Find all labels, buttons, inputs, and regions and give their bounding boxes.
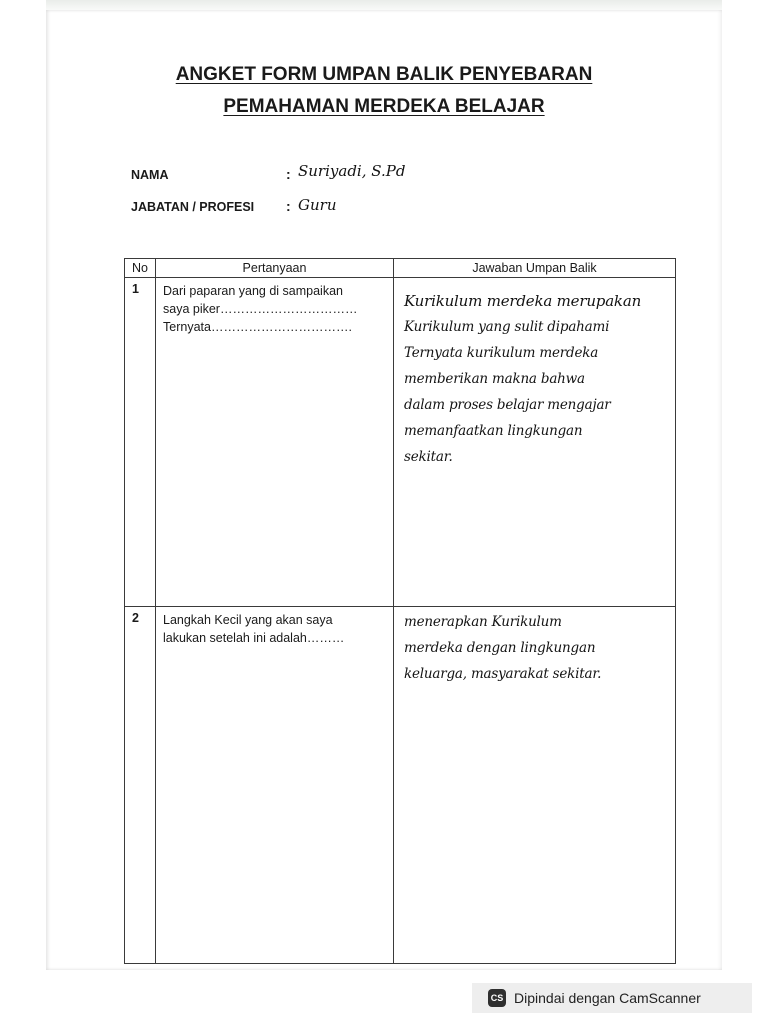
answer-line: Kurikulum yang sulit dipahami [404, 319, 610, 335]
row-number: 2 [125, 607, 156, 964]
answer-line: sekitar. [404, 449, 453, 465]
answer-line: dalam proses belajar mengajar [404, 397, 611, 413]
answer-line: Ternyata kurikulum merdeka [404, 345, 599, 361]
header-answer: Jawaban Umpan Balik [394, 259, 676, 278]
question-line: saya piker…………………………… [163, 302, 358, 316]
position-label: JABATAN / PROFESI [131, 200, 255, 214]
answer-line: merdeka dengan lingkungan [404, 640, 596, 656]
question-line: Langkah Kecil yang akan saya [163, 613, 333, 627]
question-line: Dari paparan yang di sampaikan [163, 284, 343, 298]
form-title-line-2: PEMAHAMAN MERDEKA BELAJAR [223, 96, 545, 117]
name-value-handwritten: Suriyadi, S.Pd [298, 162, 406, 180]
feedback-table [124, 258, 676, 964]
table-header-row [125, 259, 676, 278]
answer-cell-handwritten [394, 278, 676, 607]
answer-line: menerapkan Kurikulum [404, 614, 562, 630]
question-cell [156, 278, 394, 607]
camscanner-watermark [472, 983, 752, 1013]
answer-line: memanfaatkan lingkungan [404, 423, 583, 439]
camscanner-text: Dipindai dengan CamScanner [514, 990, 701, 1006]
question-line: lakukan setelah ini adalah……… [163, 631, 345, 645]
name-colon: : [286, 166, 291, 182]
form-title-line-1: ANGKET FORM UMPAN BALIK PENYEBARAN [175, 64, 593, 85]
name-label: NAMA [131, 168, 169, 182]
header-question: Pertanyaan [156, 259, 394, 278]
header-no: No [125, 259, 156, 278]
answer-line: memberikan makna bahwa [404, 371, 585, 387]
position-value-handwritten: Guru [298, 196, 337, 214]
camscanner-logo-icon: CS [488, 989, 506, 1007]
table-row [125, 607, 676, 964]
row-number: 1 [125, 278, 156, 607]
table-row [125, 278, 676, 607]
question-cell [156, 607, 394, 964]
answer-cell-handwritten [394, 607, 676, 964]
answer-line: Kurikulum merdeka merupakan [404, 292, 642, 310]
answer-line: keluarga, masyarakat sekitar. [404, 666, 602, 682]
question-line: Ternyata……………………………. [163, 320, 352, 334]
position-colon: : [286, 198, 291, 214]
